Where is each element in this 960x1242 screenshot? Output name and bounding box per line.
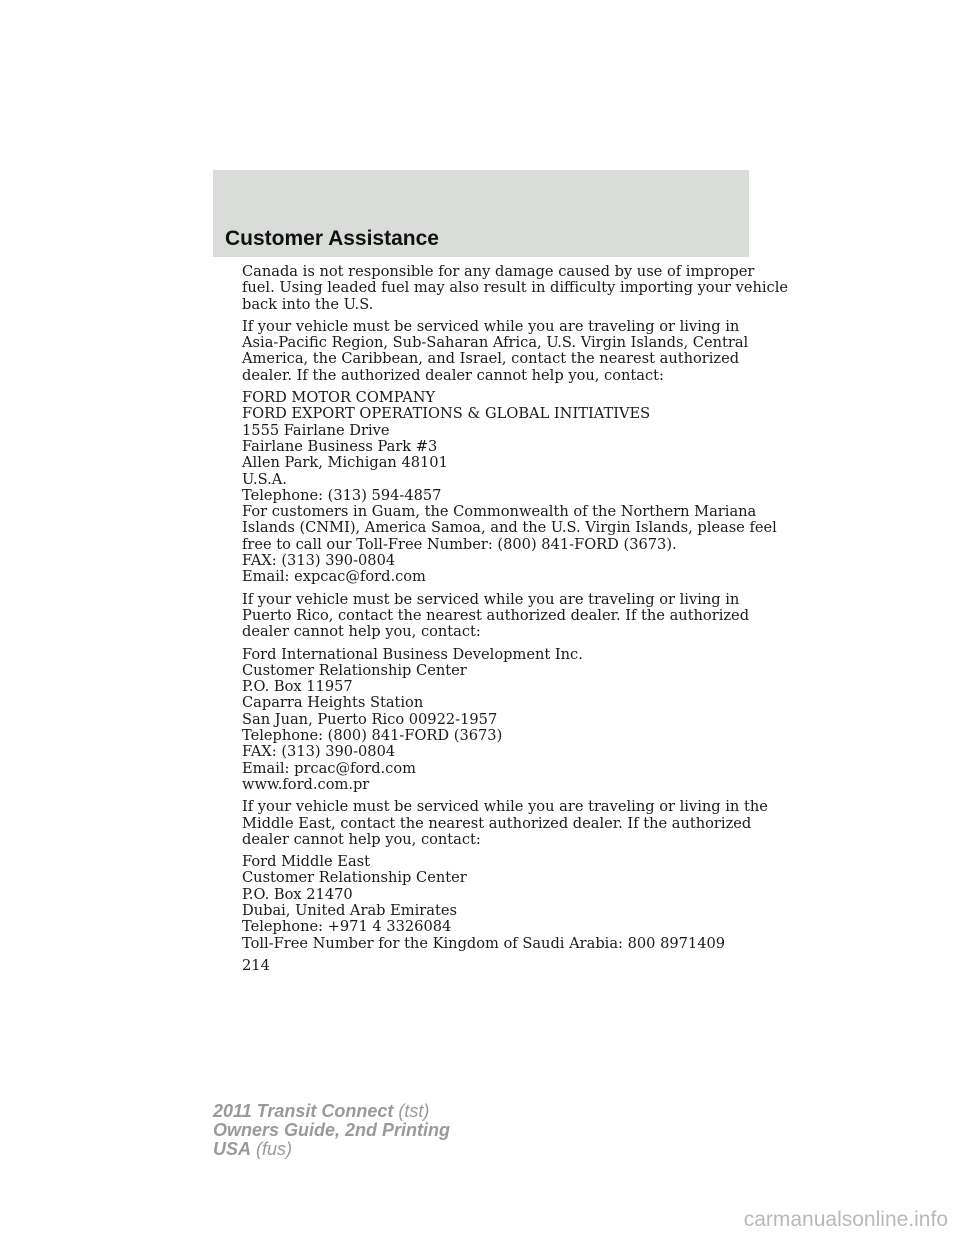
text-line: Ford International Business Development Inc. (242, 645, 583, 663)
footer-model-code: (tst) (393, 1101, 430, 1121)
body-paragraphs (242, 263, 789, 952)
text-line: San Juan, Puerto Rico 00922-1957 (242, 710, 498, 728)
footer-model: 2011 Transit Connect (213, 1101, 394, 1121)
paragraph (242, 319, 762, 384)
text-line: www.ford.com.pr (242, 775, 370, 793)
footer-market: USA (213, 1139, 252, 1159)
text-line: dealer cannot help you, contact: (242, 830, 481, 848)
text-line: fuel. Using leaded fuel may also result in difficulty importing your vehicle (242, 279, 789, 297)
text-line: dealer cannot help you, contact: (242, 623, 481, 641)
text-line: Customer Relationship Center (242, 661, 467, 679)
footer-market-code: (fus) (251, 1139, 293, 1159)
text-line: FORD EXPORT OPERATIONS & GLOBAL INITIATIVES (242, 405, 651, 423)
paragraph (242, 263, 789, 313)
paragraph (242, 389, 777, 586)
text-line: back into the U.S. (242, 295, 374, 313)
text-line: Allen Park, Michigan 48101 (242, 454, 448, 472)
page-body (242, 263, 789, 974)
text-line: Toll-Free Number for the Kingdom of Saudi Arabia: 800 8971409 (242, 934, 726, 952)
site-watermark: carmanualsonline.info (743, 1208, 948, 1231)
text-line: dealer. If the authorized dealer cannot help you, contact: (242, 366, 664, 384)
text-line: Caparra Heights Station (242, 694, 424, 712)
text-line: Customer Relationship Center (242, 869, 467, 887)
text-line: Fairlane Business Park #3 (242, 437, 438, 455)
text-line: Islands (CNMI), America Samoa, and the U.S. Virgin Islands, please feel (242, 519, 777, 537)
text-line: FORD MOTOR COMPANY (242, 389, 436, 407)
text-line: FAX: (313) 390-0804 (242, 743, 396, 761)
footer-guide: Owners Guide, 2nd Printing (213, 1120, 451, 1140)
text-line: Email: expcac@ford.com (242, 568, 426, 586)
section-header-band (213, 170, 749, 257)
text-line: Middle East, contact the nearest authorized dealer. If the authorized (242, 814, 752, 832)
text-line: If your vehicle must be serviced while you are traveling or living in (242, 317, 740, 335)
text-line: U.S.A. (242, 470, 287, 488)
paragraph (242, 854, 762, 952)
footer-line-3 (213, 1140, 450, 1159)
footer-line-1 (213, 1102, 450, 1121)
footer-line-2 (213, 1121, 450, 1140)
text-line: Ford Middle East (242, 853, 371, 871)
text-line: Dubai, United Arab Emirates (242, 901, 457, 919)
text-line: 1555 Fairlane Drive (242, 421, 390, 439)
text-line: If your vehicle must be serviced while you are traveling or living in the (242, 798, 768, 816)
text-line: If your vehicle must be serviced while you are traveling or living in (242, 590, 740, 608)
text-line: Telephone: (800) 841-FORD (3673) (242, 727, 503, 745)
text-line: P.O. Box 11957 (242, 678, 353, 696)
text-line: Puerto Rico, contact the nearest authorized dealer. If the authorized (242, 606, 750, 624)
text-line: free to call our Toll-Free Number: (800) 841-FORD (3673). (242, 535, 677, 553)
paragraph (242, 798, 768, 848)
page-number: 214 (242, 956, 270, 974)
text-line: Canada is not responsible for any damage caused by use of improper (242, 263, 755, 280)
paragraph (242, 592, 762, 641)
text-line: Telephone: +971 4 3326084 (242, 918, 452, 936)
text-line: America, the Caribbean, and Israel, contact the nearest authorized (242, 350, 740, 368)
text-line: For customers in Guam, the Commonwealth of the Northern Mariana (242, 503, 757, 521)
text-line: Telephone: (313) 594-4857 (242, 486, 442, 504)
text-line: P.O. Box 21470 (242, 885, 353, 903)
text-line: FAX: (313) 390-0804 (242, 552, 396, 570)
document-footer (213, 1102, 450, 1159)
section-title: Customer Assistance (225, 227, 439, 250)
text-line: Asia-Pacific Region, Sub-Saharan Africa, U.S. Virgin Islands, Central (242, 334, 749, 352)
paragraph (242, 647, 762, 794)
text-line: Email: prcac@ford.com (242, 759, 416, 777)
